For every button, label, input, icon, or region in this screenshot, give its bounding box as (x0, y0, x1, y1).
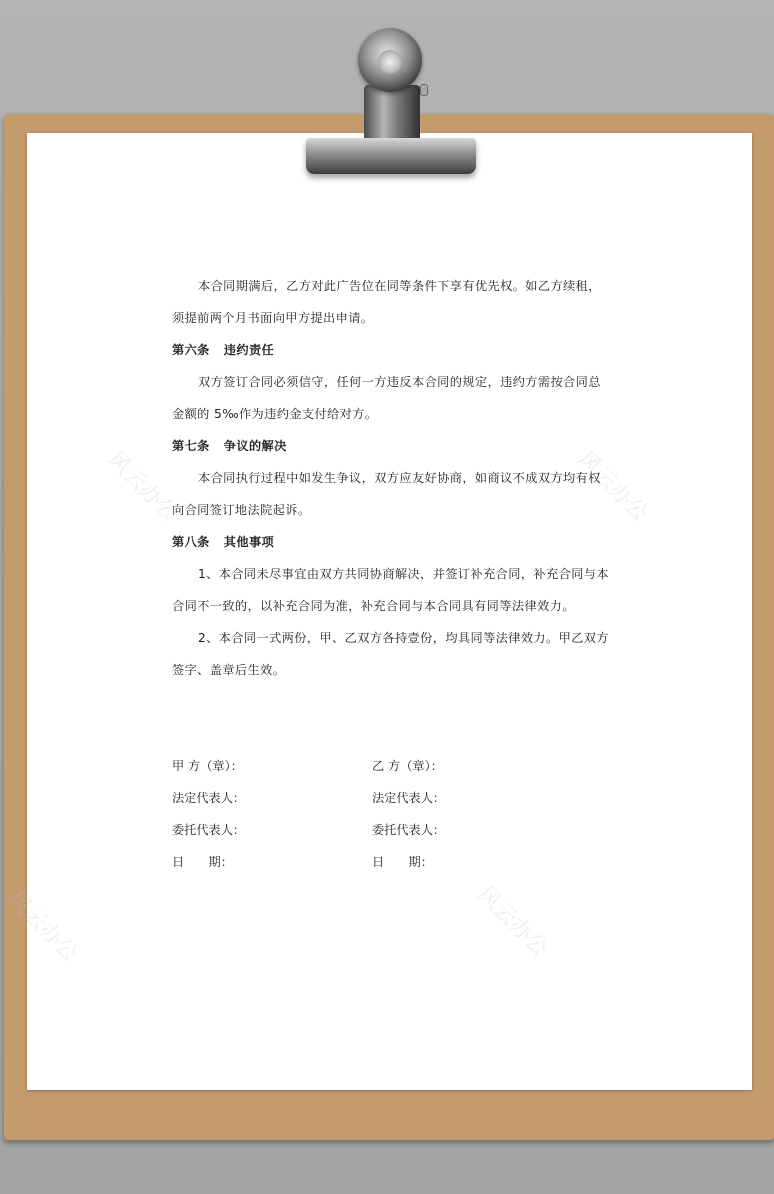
article-title: 其他事项 (223, 535, 275, 549)
article-number: 第七条 (172, 439, 210, 453)
signature-block (172, 758, 632, 886)
clip-spring (420, 84, 428, 96)
party-b-legal-rep-label: 法定代表人： (372, 791, 446, 805)
clip-base (306, 138, 476, 174)
contract-body (172, 270, 612, 686)
clip-hole (378, 50, 402, 74)
article-number: 第六条 (172, 343, 210, 357)
party-b-seal-label: 乙 方（章）： (372, 759, 443, 773)
watermark: 风云办公 (2, 886, 83, 967)
article-heading-6 (172, 334, 612, 366)
signature-row (172, 854, 632, 886)
paragraph-breach: 双方签订合同必须信守，任何一方违反本合同的规定，违约方需按合同总金额的 5‰作为违约金支付给对方。 (172, 375, 601, 421)
article-number: 第八条 (172, 535, 210, 549)
watermark: 风云办公 (472, 881, 553, 962)
article-title: 违约责任 (223, 343, 275, 357)
article-title: 争议的解决 (223, 439, 287, 453)
signature-row (172, 822, 632, 854)
paragraph-other-1: 1、本合同未尽事宜由双方共同协商解决，并签订补充合同，补充合同与本合同不一致的，以补充合同为准，补充合同与本合同具有同等法律效力。 (172, 567, 609, 613)
watermark: 风云办公 (102, 446, 183, 527)
party-a-date-label: 日 期： (172, 855, 233, 869)
party-b-agent-label: 委托代表人： (372, 823, 446, 837)
party-b-date-label: 日 期： (372, 855, 433, 869)
party-a-legal-rep-label: 法定代表人： (172, 791, 246, 805)
clip-neck (364, 85, 420, 145)
party-a-seal-label: 甲 方（章）： (172, 759, 243, 773)
paragraph-renewal: 本合同期满后，乙方对此广告位在同等条件下享有优先权。如乙方续租，须提前两个月书面向甲方提出申请。 (172, 279, 601, 325)
paragraph-other-2: 2、本合同一式两份，甲、乙双方各持壹份，均具同等法律效力。甲乙双方签字、盖章后生效。 (172, 631, 609, 677)
watermark: 风云办公 (572, 446, 653, 527)
signature-row (172, 790, 632, 822)
paragraph-dispute: 本合同执行过程中如发生争议，双方应友好协商，如商议不成双方均有权向合同签订地法院起诉。 (172, 471, 601, 517)
article-heading-8 (172, 526, 612, 558)
article-heading-7 (172, 430, 612, 462)
signature-row (172, 758, 632, 790)
party-a-agent-label: 委托代表人： (172, 823, 246, 837)
